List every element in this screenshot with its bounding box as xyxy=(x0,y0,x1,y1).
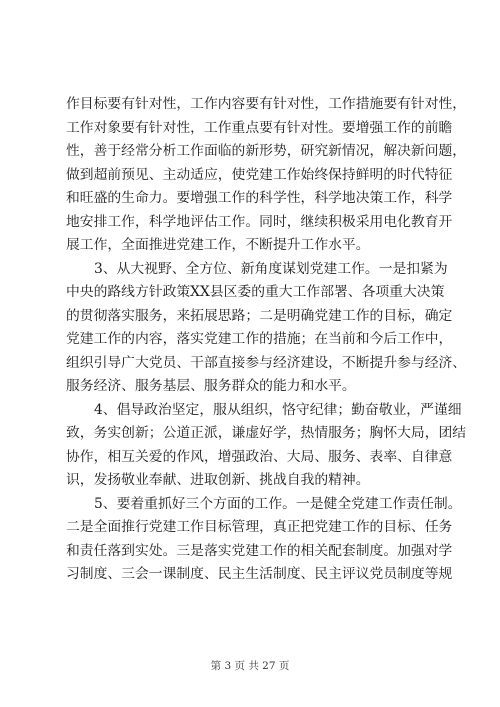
text-line: 工作对象要有针对性，工作重点要有针对性。要增强工作的前瞻 xyxy=(66,119,453,136)
text-line: 习制度、三会一课制度、民主生活制度、民主评议党员制度等规 xyxy=(66,566,453,582)
paragraph-2 xyxy=(66,258,467,399)
page-number-label: 第 3 页 共 27 页 xyxy=(210,660,290,672)
text-line: 5、要着重抓好三个方面的工作。一是健全党建工作责任制。 xyxy=(94,495,462,512)
text-line: 识，发扬敬业奉献、进取创新、挑战自我的精神。 xyxy=(66,472,370,488)
text-line: 二是全面推行党建工作目标管理，真正把党建工作的目标、任务 xyxy=(66,519,453,535)
text-line: 协作，相互关爱的作风，增强政治、大局、服务、表率、自律意 xyxy=(66,448,453,465)
text-line: 3、从大视野、全方位、新角度谋划党建工作。一是扣紧为 xyxy=(94,260,448,277)
text-line: 4、倡导政治坚定，服从组织，恪守纪律；勤奋敬业，严谨细 xyxy=(94,401,462,418)
paragraph-4 xyxy=(66,493,462,587)
text-line: 中央的路线方针政策XX县区委的重大工作部署、各项重大决策 xyxy=(66,284,445,300)
text-line: 性，善于经常分析工作面临的新形势，研究新情况，解决新问题， xyxy=(66,143,467,159)
paragraph-3 xyxy=(66,399,467,493)
text-line: 作目标要有针对性，工作内容要有针对性，工作措施要有针对性， xyxy=(66,96,467,112)
text-line: 致，务实创新；公道正派，谦虚好学，热情服务；胸怀大局，团结 xyxy=(66,425,467,441)
document-body xyxy=(66,93,467,587)
text-line: 展工作，全面推进党建工作，不断提升工作水平。 xyxy=(66,237,370,253)
text-line: 党建工作的内容，落实党建工作的措施；在当前和今后工作中， xyxy=(66,331,453,347)
text-line: 组织引导广大党员、干部直接参与经济建设，不断提升参与经济、 xyxy=(66,354,467,371)
page-footer xyxy=(0,658,500,673)
text-line: 地安排工作，科学地评估工作。同时，继续积极采用电化教育开 xyxy=(66,213,453,230)
text-line: 的贯彻落实服务，来拓展思路；二是明确党建工作的目标，确定 xyxy=(66,307,453,324)
text-line: 和责任落到实处。三是落实党建工作的相关配套制度。加强对学 xyxy=(66,542,453,559)
text-line: 服务经济、服务基层、服务群众的能力和水平。 xyxy=(66,378,356,394)
paragraph-1 xyxy=(66,93,467,258)
text-line: 做到超前预见、主动适应，使党建工作始终保持鲜明的时代特征 xyxy=(66,166,453,183)
text-line: 和旺盛的生命力。要增强工作的科学性，科学地决策工作，科学 xyxy=(66,190,453,206)
